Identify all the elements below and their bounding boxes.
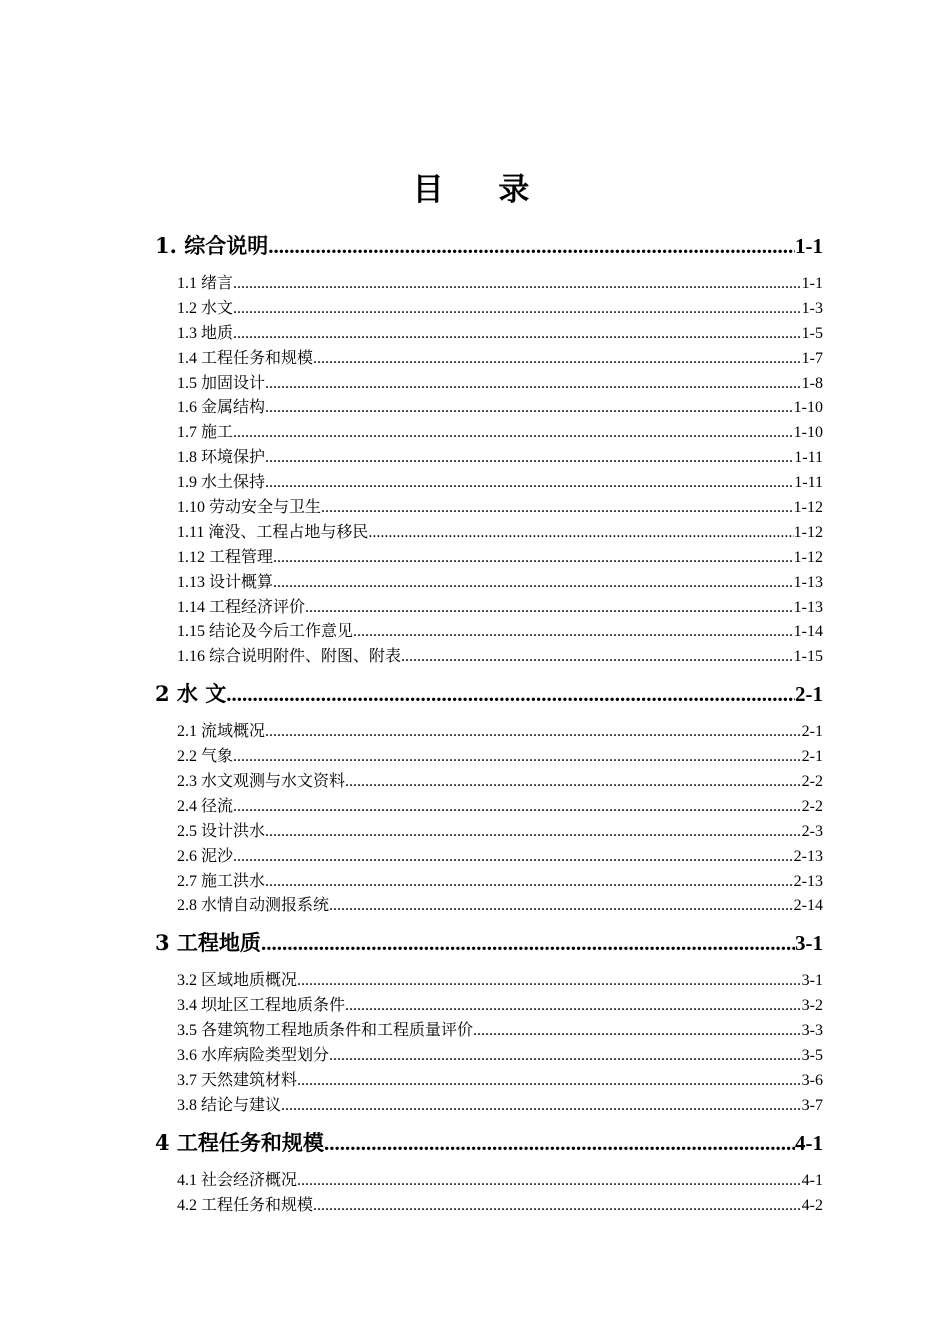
toc-section-title: 3.2 区域地质概况	[177, 972, 298, 990]
toc-section-entry[interactable]	[155, 446, 823, 471]
toc-chapter-page-number: 1-1	[795, 234, 823, 258]
toc-section-title: 1.12 工程管理	[177, 548, 274, 566]
toc-chapter-entry[interactable]	[155, 1125, 823, 1161]
toc-section-title: 2.3 水文观测与水文资料	[177, 773, 346, 791]
dot-leader	[265, 870, 794, 895]
dot-leader	[265, 446, 794, 471]
table-of-contents	[155, 228, 823, 1225]
dot-leader	[313, 1194, 802, 1219]
toc-section-entry[interactable]	[155, 272, 823, 297]
toc-section-page-number: 1-12	[793, 499, 823, 517]
toc-section-page-number: 1-3	[801, 299, 823, 317]
toc-section-page-number: 1-11	[794, 474, 823, 492]
toc-section-title: 1.14 工程经济评价	[177, 598, 306, 616]
dot-leader	[226, 676, 795, 712]
toc-section-entry[interactable]	[155, 745, 823, 770]
dot-leader	[265, 471, 794, 496]
toc-chapter-page-number: 2-1	[795, 682, 823, 707]
toc-section-entry[interactable]	[155, 1044, 823, 1069]
dot-leader	[265, 720, 802, 745]
toc-section-page-number: 1-10	[793, 424, 823, 442]
toc-section-page-number: 2-1	[801, 748, 823, 766]
dot-leader	[313, 347, 802, 372]
toc-section-page-number: 3-6	[801, 1071, 823, 1089]
dot-leader	[233, 421, 794, 446]
dot-leader	[261, 925, 795, 961]
dot-leader	[297, 969, 802, 994]
toc-section-title: 1.11 淹没、工程占地与移民	[177, 523, 369, 541]
dot-leader	[329, 1044, 802, 1069]
toc-section-title: 1.3 地质	[177, 324, 234, 342]
dot-leader	[233, 845, 794, 870]
dot-leader	[265, 820, 802, 845]
dot-leader	[268, 228, 795, 264]
toc-section-page-number: 1-5	[801, 324, 823, 342]
toc-section-entry[interactable]	[155, 870, 823, 895]
toc-section-page-number: 1-11	[794, 449, 823, 467]
toc-section-title: 1.13 设计概算	[177, 573, 274, 591]
toc-chapter-title: 3 工程地质	[155, 930, 261, 956]
dot-leader	[353, 620, 794, 645]
toc-section-entry[interactable]	[155, 1019, 823, 1044]
dot-leader	[297, 1169, 802, 1194]
toc-section-page-number: 3-1	[801, 972, 823, 990]
dot-leader	[233, 795, 802, 820]
toc-section-page-number: 1-14	[793, 623, 823, 641]
toc-section-title: 2.5 设计洪水	[177, 822, 266, 840]
toc-section-title: 1.2 水文	[177, 299, 234, 317]
toc-chapter-title: 1. 综合说明	[155, 233, 269, 258]
toc-section-title: 3.4 坝址区工程地质条件	[177, 997, 346, 1015]
dot-leader	[265, 396, 794, 421]
toc-section-page-number: 3-2	[801, 997, 823, 1015]
dot-leader	[233, 745, 802, 770]
toc-section-page-number: 2-14	[793, 897, 823, 915]
toc-section-page-number: 4-1	[801, 1171, 823, 1189]
toc-section-list	[155, 272, 823, 670]
dot-leader	[305, 596, 794, 621]
page-title: 目 录	[412, 172, 552, 208]
toc-section-page-number: 3-5	[801, 1047, 823, 1065]
toc-section-entry[interactable]	[155, 347, 823, 372]
toc-section-title: 3.7 天然建筑材料	[177, 1071, 298, 1089]
toc-chapter-entry[interactable]	[155, 676, 823, 712]
toc-chapter-title: 4 工程任务和规模	[155, 1129, 324, 1155]
toc-section-entry[interactable]	[155, 372, 823, 397]
dot-leader	[233, 297, 802, 322]
toc-section-page-number: 1-12	[793, 523, 823, 541]
toc-section-title: 1.9 水土保持	[177, 474, 266, 492]
toc-section-title: 3.6 水库病险类型划分	[177, 1047, 330, 1065]
toc-section-page-number: 1-13	[793, 573, 823, 591]
toc-section-entry[interactable]	[155, 596, 823, 621]
toc-section-list	[155, 1169, 823, 1219]
toc-section-list	[155, 969, 823, 1118]
toc-section-title: 3.5 各建筑物工程地质条件和工程质量评价	[177, 1022, 474, 1040]
toc-section-title: 4.1 社会经济概况	[177, 1171, 298, 1189]
toc-section-page-number: 1-1	[801, 275, 823, 292]
toc-section-title: 1.7 施工	[177, 424, 234, 442]
toc-section-page-number: 1-7	[801, 349, 823, 367]
toc-section-page-number: 1-13	[793, 598, 823, 616]
dot-leader	[273, 546, 794, 571]
toc-section-page-number: 2-2	[801, 797, 823, 815]
toc-section-title: 2.4 径流	[177, 797, 234, 815]
toc-section-title: 2.7 施工洪水	[177, 872, 266, 890]
dot-leader	[281, 1094, 802, 1119]
toc-section-title: 1.4 工程任务和规模	[177, 349, 314, 367]
dot-leader	[233, 272, 802, 297]
toc-section-entry[interactable]	[155, 820, 823, 845]
toc-section-page-number: 1-8	[801, 374, 823, 392]
toc-section-title: 2.2 气象	[177, 748, 234, 766]
toc-section-title: 1.15 结论及今后工作意见	[177, 623, 354, 641]
toc-section-entry[interactable]	[155, 620, 823, 645]
toc-section-entry[interactable]	[155, 1069, 823, 1094]
dot-leader	[345, 994, 802, 1019]
toc-section-page-number: 4-2	[801, 1196, 823, 1214]
toc-section-entry[interactable]	[155, 571, 823, 596]
toc-section-title: 1.8 环境保护	[177, 449, 266, 467]
toc-section-page-number: 2-2	[801, 773, 823, 791]
toc-section-page-number: 2-13	[793, 847, 823, 865]
toc-chapter-title: 2 水 文	[155, 681, 227, 707]
toc-section-entry[interactable]	[155, 396, 823, 421]
toc-section-entry[interactable]	[155, 1169, 823, 1194]
toc-section-page-number: 3-7	[801, 1096, 823, 1114]
toc-section-title: 1.1 绪言	[177, 275, 234, 292]
toc-section-page-number: 2-1	[801, 723, 823, 741]
toc-section-page-number: 3-3	[801, 1022, 823, 1040]
toc-section-page-number: 2-13	[793, 872, 823, 890]
dot-leader	[401, 645, 794, 670]
toc-section-list	[155, 720, 823, 919]
toc-section-entry[interactable]	[155, 297, 823, 322]
toc-section-title: 2.1 流域概况	[177, 723, 266, 741]
toc-section-page-number: 1-12	[793, 548, 823, 566]
toc-section-title: 1.10 劳动安全与卫生	[177, 499, 322, 517]
toc-section-entry[interactable]	[155, 521, 823, 546]
dot-leader	[297, 1069, 802, 1094]
toc-chapter-entry[interactable]	[155, 925, 823, 961]
toc-section-entry[interactable]	[155, 770, 823, 795]
dot-leader	[345, 770, 802, 795]
toc-section-entry[interactable]	[155, 322, 823, 347]
dot-leader	[368, 521, 793, 546]
toc-section-entry[interactable]	[155, 894, 823, 919]
toc-section-title: 4.2 工程任务和规模	[177, 1196, 314, 1214]
toc-section-entry[interactable]	[155, 795, 823, 820]
dot-leader	[265, 372, 802, 397]
dot-leader	[233, 322, 802, 347]
toc-section-page-number: 2-3	[801, 822, 823, 840]
toc-chapter-page-number: 4-1	[795, 1130, 823, 1155]
toc-section-title: 2.8 水情自动测报系统	[177, 897, 330, 915]
toc-section-entry[interactable]	[155, 546, 823, 571]
toc-chapter-page-number: 3-1	[795, 931, 823, 956]
toc-section-page-number: 1-10	[793, 399, 823, 417]
toc-section-title: 3.8 结论与建议	[177, 1096, 282, 1114]
toc-section-title: 1.6 金属结构	[177, 399, 266, 417]
toc-section-title: 1.16 综合说明附件、附图、附表	[177, 648, 402, 666]
dot-leader	[473, 1019, 802, 1044]
toc-section-entry[interactable]	[155, 421, 823, 446]
toc-section-entry[interactable]	[155, 1094, 823, 1119]
toc-section-title: 1.5 加固设计	[177, 374, 266, 392]
toc-section-page-number: 1-15	[793, 648, 823, 666]
dot-leader	[329, 894, 794, 919]
toc-section-entry[interactable]	[155, 496, 823, 521]
toc-section-entry[interactable]	[155, 720, 823, 745]
toc-section-entry[interactable]	[155, 845, 823, 870]
toc-chapter-entry[interactable]	[155, 228, 823, 264]
toc-section-entry[interactable]	[155, 471, 823, 496]
dot-leader	[321, 496, 794, 521]
toc-section-title: 2.6 泥沙	[177, 847, 234, 865]
toc-section-entry[interactable]	[155, 994, 823, 1019]
dot-leader	[273, 571, 794, 596]
toc-section-entry[interactable]	[155, 645, 823, 670]
toc-section-entry[interactable]	[155, 1194, 823, 1219]
toc-section-entry[interactable]	[155, 969, 823, 994]
dot-leader	[324, 1125, 795, 1161]
